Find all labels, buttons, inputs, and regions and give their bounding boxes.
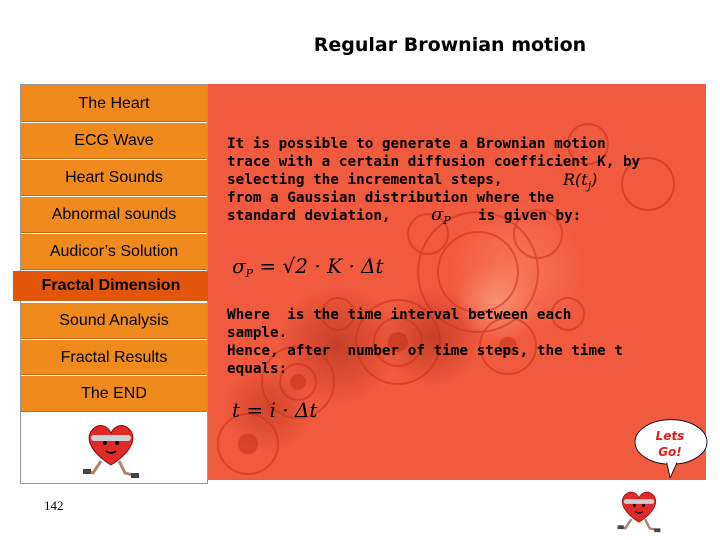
page-number: 142	[44, 498, 64, 513]
nav-fractal-results[interactable]	[21, 340, 207, 375]
body-line-1: It is possible to generate a Brownian motion	[227, 136, 606, 152]
math-sigma-sub: P	[443, 214, 451, 227]
nav-label: Heart Sounds	[65, 169, 163, 186]
running-heart-icon	[79, 415, 143, 483]
math-r-close: )	[591, 170, 598, 189]
nav-label: Fractal Dimension	[41, 277, 181, 294]
math-sigma: σ	[431, 204, 444, 225]
nav-label: Fractal Results	[60, 349, 168, 366]
nav-the-end[interactable]	[21, 376, 207, 412]
nav-abnormal-sounds[interactable]	[21, 197, 207, 233]
body-line-4: from a Gaussian distribution where the	[227, 190, 555, 206]
nav-label: The Heart	[78, 95, 150, 112]
math-r-tj	[563, 170, 597, 192]
nav-label: Sound Analysis	[59, 312, 169, 329]
body-line-5b: is given by:	[478, 208, 582, 224]
running-heart-go-icon[interactable]	[614, 484, 664, 536]
eq-sigma: σ	[232, 254, 246, 278]
callout-line-1: Lets	[655, 429, 685, 443]
eq-sigma-sub: P	[245, 267, 254, 280]
nav-label: The END	[81, 385, 147, 402]
body-line-5a: standard deviation,	[227, 208, 391, 224]
slide-title: Regular Brownian motion	[313, 34, 587, 56]
sidebar-nav	[20, 84, 208, 484]
equation-time: t = i · Δt	[232, 398, 318, 422]
math-r-sub: j	[587, 179, 592, 192]
nav-label: Abnormal sounds	[51, 206, 177, 223]
body-line-8: Hence, after number of time steps, the time t	[227, 343, 623, 359]
nav-the-heart[interactable]	[21, 85, 207, 122]
callout-line-2: Go!	[658, 445, 682, 459]
nav-heart-sounds[interactable]	[21, 160, 207, 196]
math-sigma-p	[431, 204, 451, 227]
nav-ecg-wave[interactable]	[21, 123, 207, 159]
callout-text	[644, 428, 696, 460]
body-line-3: selecting the incremental steps,	[227, 172, 503, 188]
eq-rhs: = √2 · K · Δt	[259, 254, 384, 278]
nav-audicor-solution[interactable]	[21, 234, 207, 270]
nav-sound-analysis[interactable]	[21, 303, 207, 339]
body-line-9: equals:	[227, 361, 288, 377]
nav-label: ECG Wave	[74, 132, 154, 149]
body-line-2: trace with a certain diffusion coefficient K, by	[227, 154, 641, 170]
nav-fractal-dimension[interactable]	[13, 271, 209, 301]
equation-sigma	[232, 254, 384, 280]
nav-label: Audicor’s Solution	[49, 243, 179, 260]
math-r: R(t	[563, 170, 588, 189]
body-line-7: sample.	[227, 325, 288, 341]
body-line-6: Where is the time interval between each	[227, 307, 572, 323]
